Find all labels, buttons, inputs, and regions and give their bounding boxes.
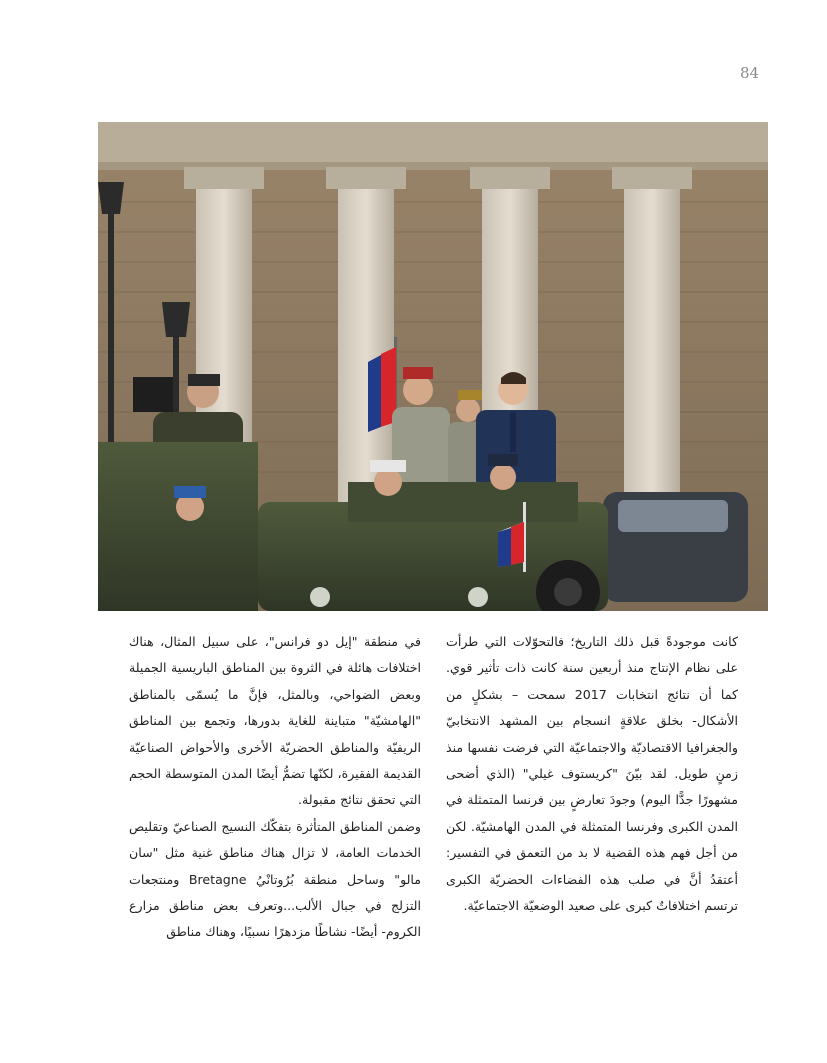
paragraph: وضمن المناطق المتأثرة بتفكّك النسيج الصناعيّ وتقليص الخدمات العامة، لا تزال هناك مناطق غنية مثل "سان مالو" وساحل منطقة بُرُوتانْيُ Bretagne ومنتجعات التزلج في جبال الألب...وتعرف بعض مناطق مزارع الكروم- أيضًا- نشاطًا مزدهرًا نسبيًا، وهناك مناطق	[129, 818, 421, 940]
text-column-right	[446, 629, 738, 919]
paragraph: في منطقة "إيل دو فرانس"، على سبيل المثال، هناك اختلافات هائلة في الثروة بين المناطق الباريسية الجميلة وبعض الضواحي، وبالمثل، فإنَّ ما يُسمّى بالمناطق "الهامشيّة" متباينة للغاية بدورها، وتجمع بين المناطق الريفيّة والمناطق الحضريّة الأخرى والأحواض الصناعيّة القديمة الفقيرة، لكنّها تضمُّ أيضًا المدن المتوسطة الحجم التي تحقق نتائج مقبولة.	[129, 634, 421, 808]
page-number: 84	[740, 64, 760, 82]
parade-photo	[98, 122, 768, 611]
paragraph: كانت موجودةً قبل ذلك التاريخ؛ فالتحوّلات التي طرأت على نظام الإنتاج منذ أربعين سنة كانت ذات تأثير قوي. كما أن نتائج انتخابات 2017 سمحت – بشكلٍ من الأشكال- بخلق علاقةٍ انسجام بين المشهد الانتخابيّ والجغرافيا الاقتصاديّة والاجتماعيّة التي فرضت نفسها منذ زمنٍ طويل. لقد بيّنَ "كريستوف غيلي" (الذي أضحى مشهورًا جدًّا اليوم) وجودَ تعارضٍ بين فرنسا المتمثلة في المدن الكبرى وفرنسا المتمثلة في المدن الهامشيّة. لكن من أجل فهم هذه القضية لا بد من التعمق في التفسير: أعتقدُ أنَّ في صلب هذه الفضاءات الحضريّة الكبرى ترتسم اختلافاتٌ كبرى على صعيد الوضعيّة الاجتماعيّة.	[446, 634, 739, 914]
text-column-left	[129, 629, 421, 946]
